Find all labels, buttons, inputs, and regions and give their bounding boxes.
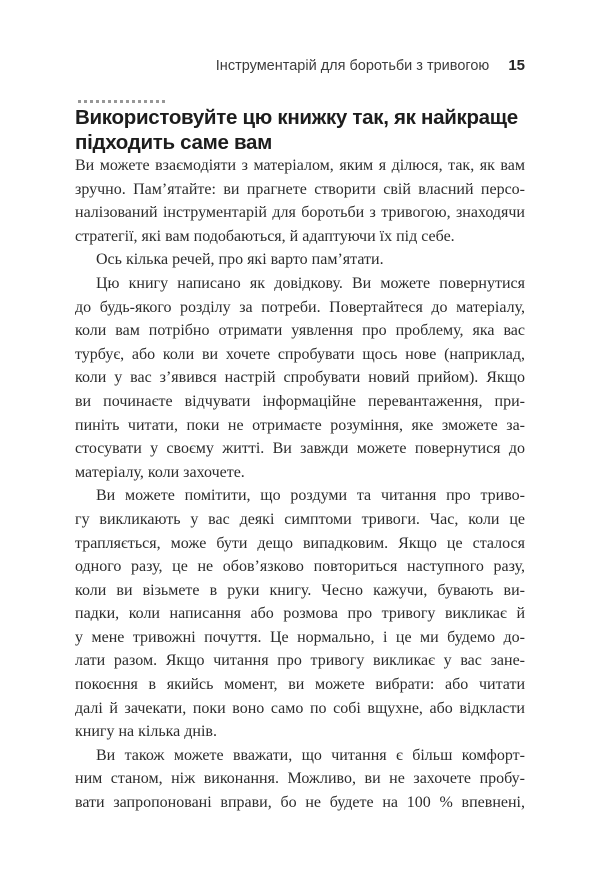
paragraph-3-line-4: турбує, або коли ви хочете спробувати щось нове (наприклад, [75, 345, 525, 363]
paragraph-1-line-1: Ви можете взаємодіяти з матеріалом, яким я ділюся, так, як вам [75, 157, 525, 174]
paragraph-1-line-2: зручно. Пам’ятайте: ви прагнете створити свій власний персо- [75, 180, 525, 198]
paragraph-5-line-3: вати запропоновані вправи, бо не будете на 100 % впевнені, [75, 794, 525, 812]
section-heading [75, 106, 545, 155]
running-header [75, 56, 525, 76]
paragraph-3-line-7: пиніть читати, поки не отримаєте розуміння, яке зможете за- [75, 416, 525, 434]
paragraph-5-line-1: Ви також можете вважати, що читання є більш комфорт- [96, 746, 525, 764]
body-text [75, 154, 525, 815]
paragraph-4-line-5: коли ви візьмете в руки книгу. Чесно кажучи, бувають ви- [75, 581, 525, 599]
section-heading-line1: Використовуйте цю книжку так, як найкраще [75, 106, 518, 129]
paragraph-4-line-11: книгу на кілька днів. [75, 723, 217, 741]
paragraph-1-line-3: налізований інструментарій для боротьби з тривогою, знаходячи [75, 204, 525, 222]
paragraph-3-line-6: ви починаєте відчувати інформаційне перевантаження, при- [75, 392, 525, 410]
paragraph-4-line-1: Ви можете помітити, що роздуми та читання про триво- [96, 487, 525, 505]
paragraph-3-line-8: стосувати у своєму житті. Ви завжди можете повернутися до [75, 440, 525, 458]
paragraph-3-line-5: коли у вас з’явився настрій спробувати новий прийом). Якщо [75, 369, 525, 387]
paragraph-3-line-1: Цю книгу написано як довідкову. Ви можете повернутися [96, 274, 525, 292]
paragraph-1-line-4: стратегії, які вам подобаються, й адаптуючи їх під себе. [75, 227, 455, 245]
dotted-rule-ornament [78, 100, 167, 103]
paragraph-4-line-8: лати разом. Якщо читання про тривогу викликає у вас зане- [75, 652, 525, 670]
paragraph-5-line-2: ним станом, ніж виконання. Можливо, ви не захочете пробу- [75, 770, 525, 788]
paragraph-4-line-6: падки, коли написання або розмова про тривогу викликає й [75, 605, 525, 623]
paragraph-4-line-2: гу викликають у вас деякі симптоми тривоги. Час, коли це [75, 510, 525, 528]
page-number: 15 [508, 57, 525, 74]
running-header-title: Інструментарій для боротьби з тривогою [215, 58, 490, 74]
section-heading-line2: підходить саме вам [75, 130, 272, 154]
paragraph-2-line-1: Ось кілька речей, про які варто пам’ятати. [96, 251, 384, 269]
paragraph-4-line-4: одного разу, це не обов’язково повториться наступного разу, [75, 558, 525, 576]
paragraph-3-line-2: до будь-якого розділу за потреби. Повертайтеся до матеріалу, [75, 298, 525, 316]
paragraph-4-line-9: покоєння в якийсь момент, ви можете вибрати: або читати [75, 676, 525, 694]
paragraph-4-line-10: далі й зачекати, поки воно само по собі вщухне, або відкласти [75, 699, 525, 717]
paragraph-3-line-9: матеріалу, коли захочете. [75, 463, 245, 481]
paragraph-4-line-7: у мене тривожні почуття. Це нормально, і це ми будемо до- [75, 628, 525, 646]
paragraph-3-line-3: коли вам потрібно отримати уявлення про проблему, яка вас [75, 322, 525, 340]
paragraph-4-line-3: трапляється, може бути дещо випадковим. Якщо це сталося [75, 534, 525, 552]
